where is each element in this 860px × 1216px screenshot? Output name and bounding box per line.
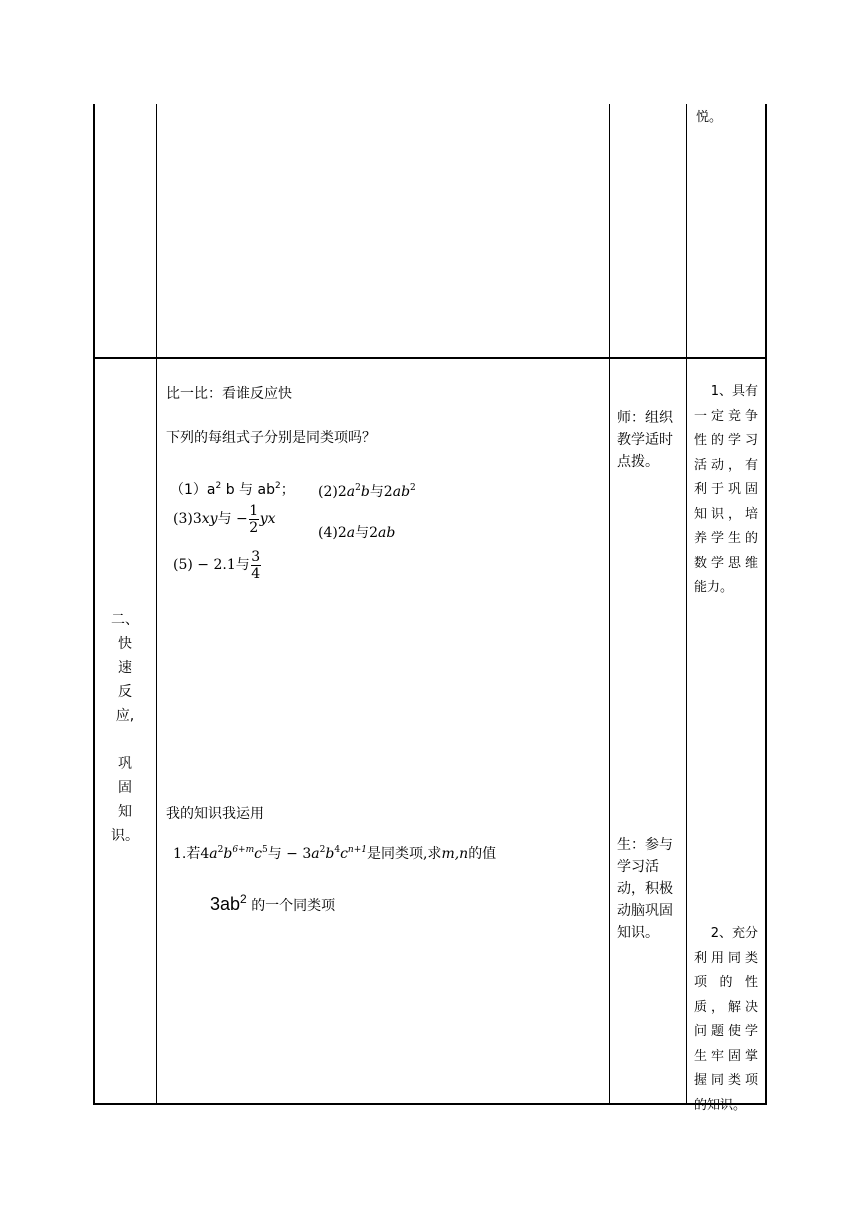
stage-char: 快 — [118, 636, 132, 652]
stage-char: 知 — [118, 804, 132, 820]
table-right-border — [765, 104, 767, 1105]
item-4: (4)2a与2ab — [318, 525, 396, 541]
goal-tail-text: 悦。 — [696, 110, 723, 125]
column-divider-stage — [156, 104, 157, 1104]
question-text: 下列的每组式子分别是同类项吗？ — [166, 430, 376, 446]
section-heading-apply: 我的知识我运用 — [166, 806, 264, 822]
student-activity: 生：参与 学习活 动，积极 动脑巩固 知识。 — [617, 837, 673, 941]
fraction-one-half: $\frac{1}{2}$ — [249, 502, 259, 536]
stage-char: 二、 — [111, 612, 139, 628]
teacher-activity: 师：组织 教学适时 点拨。 — [617, 410, 673, 470]
stage-char: 固 — [118, 780, 132, 796]
table-left-border — [93, 104, 95, 1105]
column-divider-activity — [686, 104, 687, 1104]
stage-char — [100, 728, 150, 752]
table-bottom-border — [93, 1103, 767, 1105]
item-1: $(1)a^2$ b 与 $ab^2$； — [170, 481, 295, 498]
stage-char: 速 — [118, 660, 132, 676]
problem-1: 1.若$4a^2b^{6+m}c^5$与 − $3a^2b^4c^{n+1}$是同类项,求m,n的值 — [173, 845, 497, 862]
fraction-three-quarters: $\frac{3}{4}$ — [251, 548, 261, 582]
stage-char: 反 — [118, 684, 132, 700]
stage-char: 应, — [115, 708, 135, 724]
section-heading-compare: 比一比：看谁反应快 — [166, 386, 292, 402]
goal-1-text: 1、具有 一定竞争 性的学习 活动，有 利于巩固 知识，培 养学生的 数学思维 能力。 — [694, 384, 758, 595]
column-divider-content — [609, 104, 610, 1104]
stage-label — [100, 608, 150, 848]
item-5: (5) − 2.1与 $\frac{3}{4}$ — [173, 548, 261, 582]
problem-2: $3ab^2$ 的一个同类项 — [210, 892, 336, 914]
stage-char: 巩 — [118, 756, 132, 772]
item-3: (3)3xy与 − $\frac{1}{2}$ yx — [173, 502, 276, 536]
table-row-divider — [93, 357, 767, 359]
item-2: $(2)2a^2b$与$2ab^2$ — [318, 483, 416, 500]
stage-char: 识。 — [111, 828, 139, 844]
goal-2-text: 2、充分 利用同类 项 的 性 质，解决 问题使学 生牢固掌 握同类项 的知识。 — [694, 926, 758, 1113]
